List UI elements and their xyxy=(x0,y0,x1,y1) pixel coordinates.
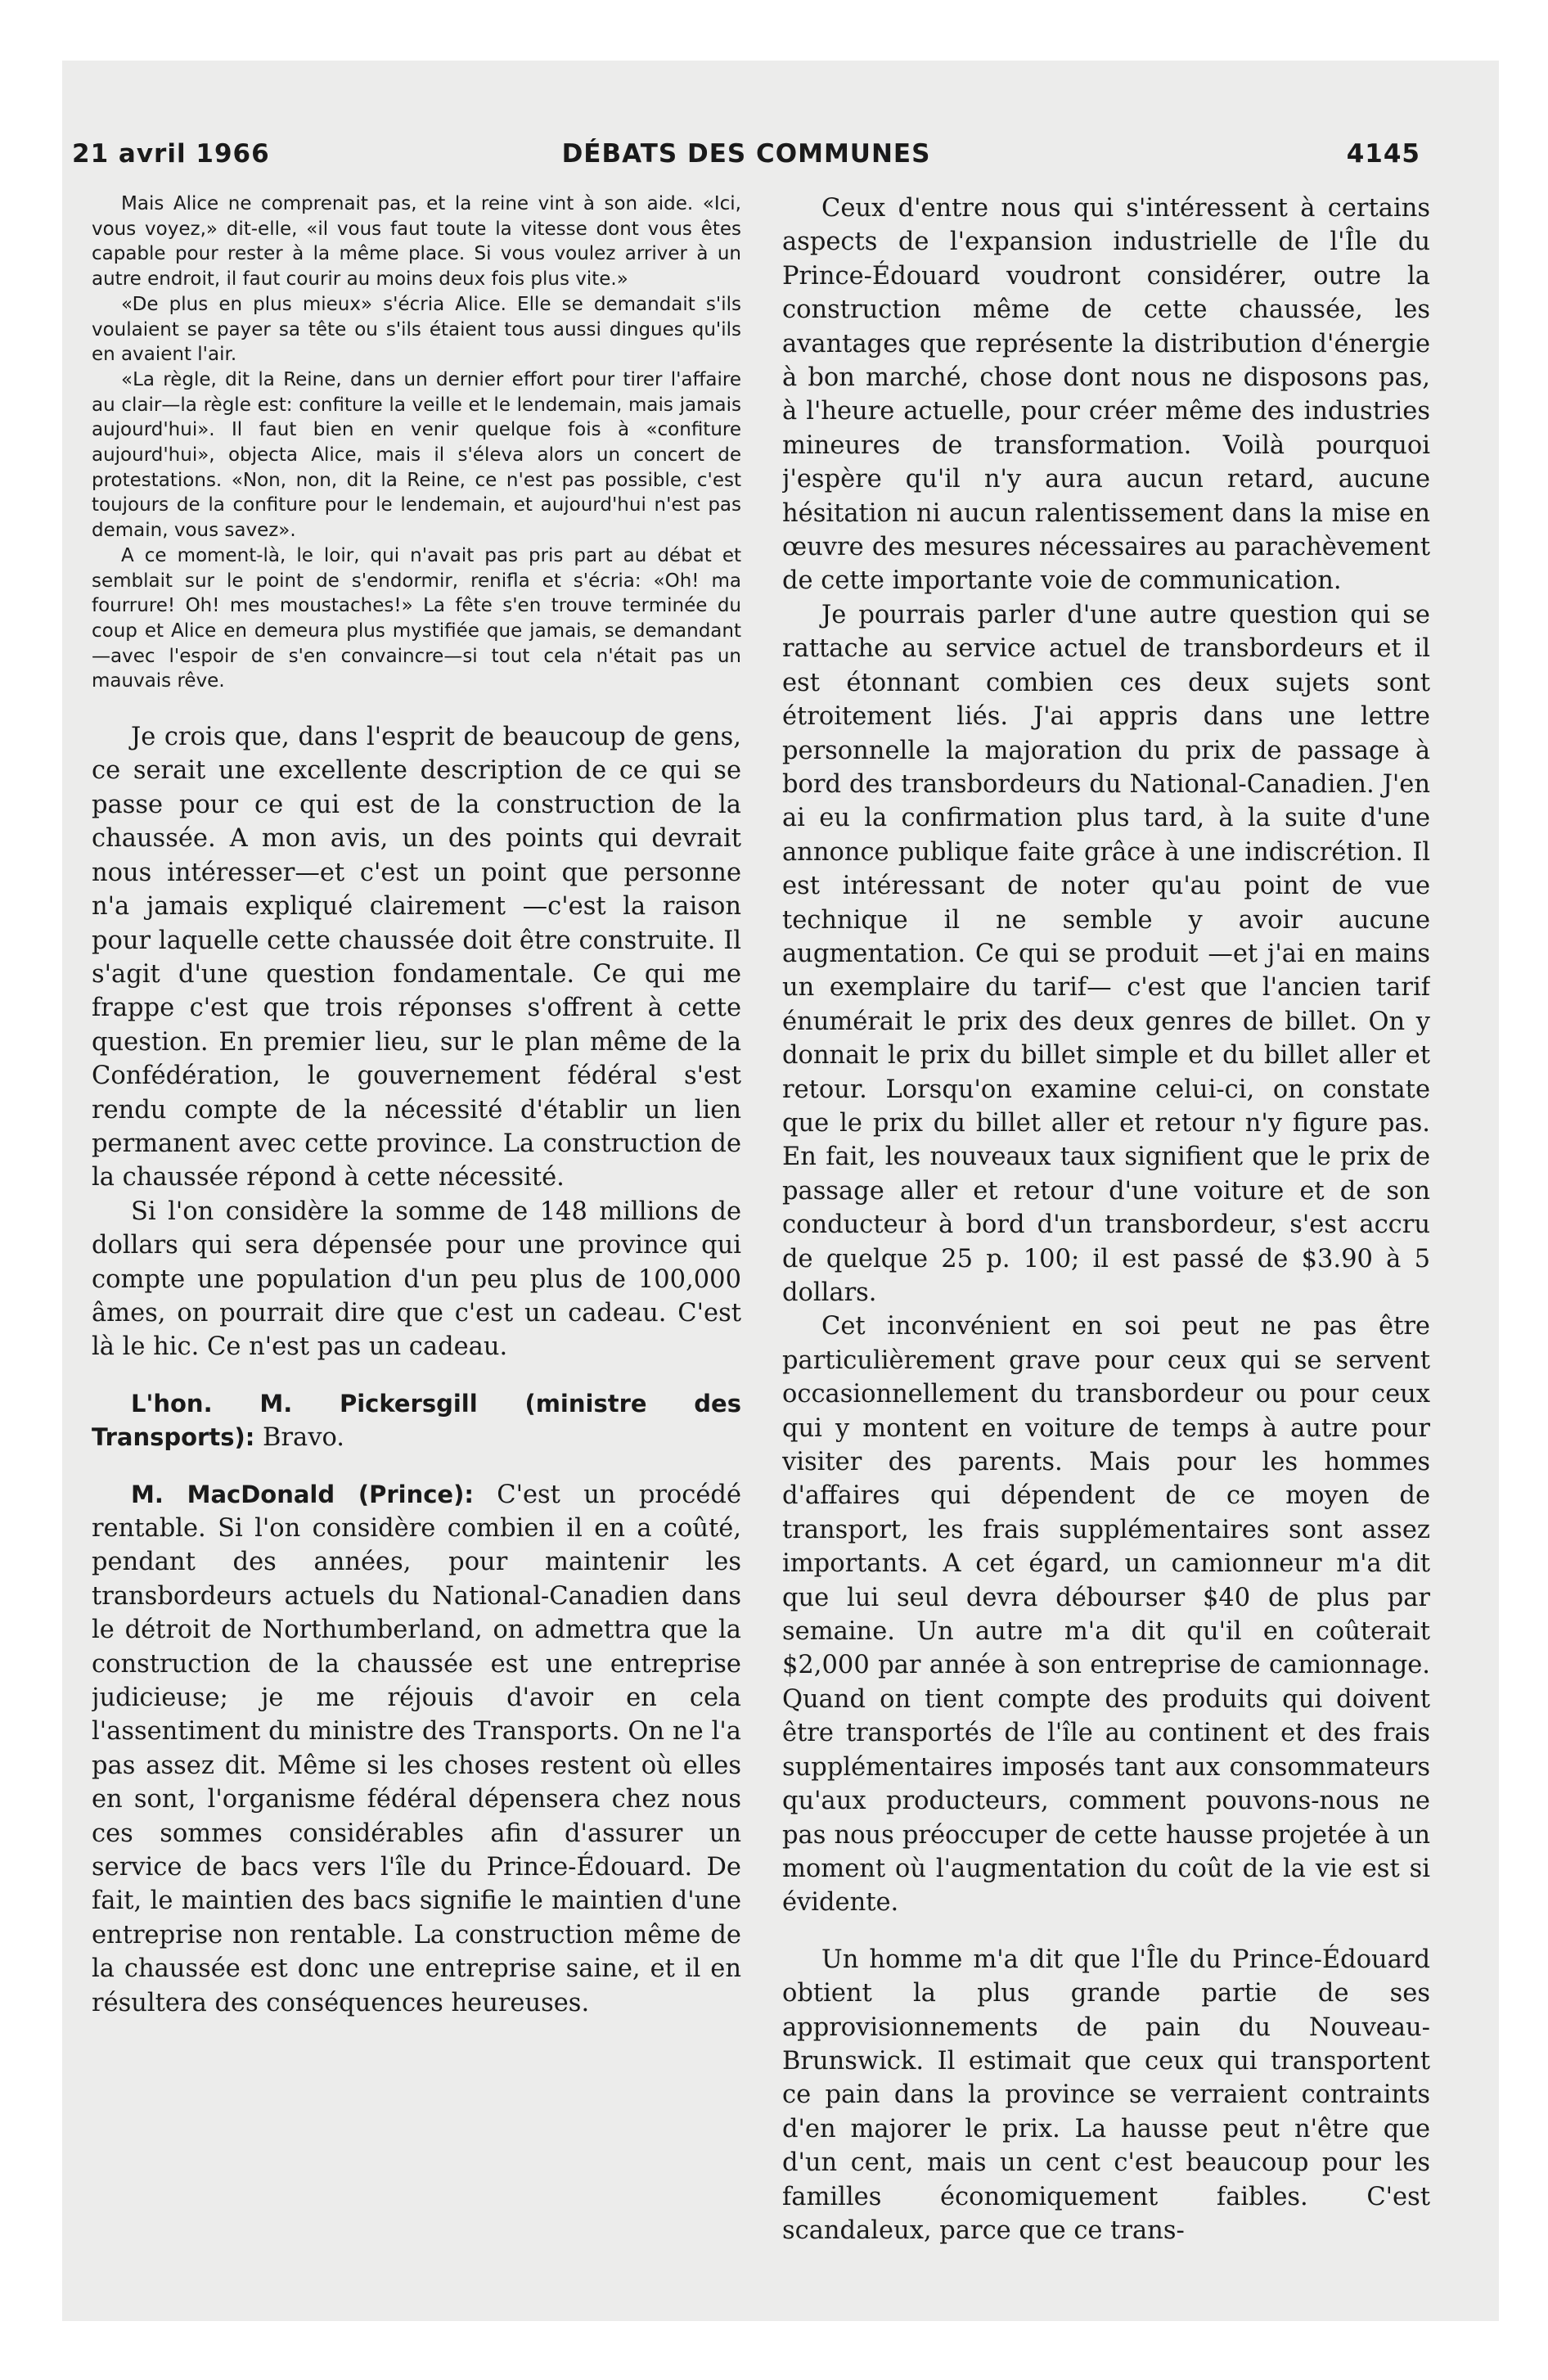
left-body xyxy=(92,720,741,2020)
speech-paragraph xyxy=(92,1478,741,2021)
paragraph: Si l'on considère la somme de 148 millions de dollars qui sera dépensée pour une province qui compte une population d'un peu plus de 100,000 âmes, on pourrait dire que c'est un cadeau. C'est là le hic. Ce n'est pas un cadeau. xyxy=(92,1197,741,1362)
speech-text: Bravo. xyxy=(263,1423,344,1453)
quote-paragraph: Mais Alice ne comprenait pas, et la reine vint à son aide. «Ici, vous voyez,» dit-elle, «il vous faut toute la vitesse dont vous êtes capable pour rester à la même place. Si vous voulez arriver à un autre endroit, il faut courir au moins deux fois plus vite.» xyxy=(92,193,741,291)
paragraph: Un homme m'a dit que l'Île du Prince-Édouard obtient la plus grande partie de ses approvisionnements de pain du Nouveau-Brunswick. Il estimait que ceux qui transportent ce pain dans la province se verraient contraints d'en majorer le prix. La hausse peut n'être que d'un cent, mais un cent c'est beaucoup pour les familles économiquement faibles. C'est scandaleux, parce que ce trans- xyxy=(782,1945,1430,2245)
header-date: 21 avril 1966 xyxy=(72,139,270,169)
speaker-name: L'hon. M. Pickersgill (ministre des Transports): xyxy=(92,1389,741,1452)
paragraph: Cet inconvénient en soi peut ne pas être particulièrement grave pour ceux qui se servent occasionnellement du transbordeur ou pour ceux qui y montent en voiture de temps à autre pour visiter des parents. Mais pour les hommes d'affaires qui dépendent de ce moyen de transport, les frais supplémentaires sont assez importants. A cet égard, un camionneur m'a dit que lui seul devra débourser $40 de plus par semaine. Un autre m'a dit qu'il en coûterait $2,000 par année à son entreprise de camionnage. Quand on tient compte des produits qui doivent être transportés de l'île au continent et des frais supplémentaires imposés tant aux consommateurs qu'aux producteurs, comment pouvons-nous ne pas nous préoccuper de cette hausse projetée à un moment où l'augmentation du coût de la vie est si évidente. xyxy=(782,1312,1430,1918)
right-body xyxy=(782,192,1430,2247)
right-column xyxy=(782,192,1430,2282)
page-number: 4145 xyxy=(1346,139,1420,169)
quote-paragraph: «De plus en plus mieux» s'écria Alice. Elle se demandait s'ils voulaient se payer sa tête ou s'ils étaient tous aussi dingues qu'ils en avaient l'air. xyxy=(92,293,741,366)
speech-paragraph xyxy=(92,1387,741,1455)
page-header xyxy=(72,139,1420,177)
paragraph: Ceux d'entre nous qui s'intéressent à certains aspects de l'expansion industrielle de l'Île du Prince-Édouard voudront considérer, outre la construction même de cette chaussée, les avantages que représente la distribution d'énergie à bon marché, chose dont nous ne disposons pas, à l'heure actuelle, pour créer même des industries mineures de transformation. Voilà pourquoi j'espère qu'il n'y aura aucun retard, aucune hésitation ni aucun ralentissement dans la mise en œuvre des mesures nécessaires au parachèvement de cette importante voie de communication. xyxy=(782,194,1430,596)
quote-paragraph: «La règle, dit la Reine, dans un dernier effort pour tirer l'affaire au clair—la règle est: confiture la veille et le lendemain, mais jamais aujourd'hui». Il faut bien en venir quelque fois à «confiture aujourd'hui», objecta Alice, mais il s'éleva alors un concert de protestations. «Non, non, dit la Reine, ce n'est pas possible, c'est toujours de la confiture pour le lendemain, et aujourd'hui n'est pas demain, vous savez». xyxy=(92,368,741,542)
speaker-name: M. MacDonald (Prince): xyxy=(131,1480,474,1508)
paragraph: Je crois que, dans l'esprit de beaucoup de gens, ce serait une excellente description de ce qui se passe pour ce qui est de la construction de la chaussée. A mon avis, un des points qui devrait nous intéresser—et c'est un point que personne n'a jamais expliqué clairement —c'est la raison pour laquelle cette chaussée doit être construite. Il s'agit d'une question fondamentale. Ce qui me frappe c'est que trois réponses s'offrent à cette question. En premier lieu, sur le plan même de la Confédération, le gouvernement fédéral s'est rendu compte de la nécessité d'établir un lien permanent avec cette province. La construction de la chaussée répond à cette nécessité. xyxy=(92,723,741,1192)
left-column xyxy=(92,192,741,2282)
speech-text: C'est un procédé rentable. Si l'on considère combien il en a coûté, pendant des années, pour maintenir les transbordeurs actuels du National-Canadien dans le détroit de Northumberland, on admettra que la construction de la chaussée est une entreprise judicieuse; je me réjouis d'avoir en cela l'assentiment du ministre des Transports. On ne l'a pas assez dit. Même si les choses restent où elles en sont, l'organisme fédéral dépensera chez nous ces sommes considérables afin d'assurer un service de bacs vers l'île du Prince-Édouard. De fait, le maintien des bacs signifie le maintien d'une entreprise non rentable. La construction même de la chaussée est donc une entreprise saine, et il en résultera des conséquences heureuses. xyxy=(92,1480,741,2017)
quote-paragraph: A ce moment-là, le loir, qui n'avait pas pris part au débat et semblait sur le point de s'endormir, renifla et s'écria: «Oh! ma fourrure! Oh! mes moustaches!» La fête s'en trouve terminée du coup et Alice en demeura plus mystifiée que jamais, se demandant—avec l'espoir de s'en convaincre—si tout cela n'était pas un mauvais rêve. xyxy=(92,544,741,692)
header-title: DÉBATS DES COMMUNES xyxy=(561,139,931,169)
paragraph: Je pourrais parler d'une autre question qui se rattache au service actuel de transbordeurs et il est étonnant combien ces deux sujets sont étroitement liés. J'ai appris dans une lettre personnelle la majoration du prix de passage à bord des transbordeurs du National-Canadien. J'en ai eu la confirmation plus tard, à la suite d'une annonce publique faite grâce à une indiscrétion. Il est intéressant de noter qu'au point de vue technique il ne semble y avoir aucune augmentation. Ce qui se produit —et j'ai en mains un exemplaire du tarif— c'est que l'ancien tarif énumérait le prix des deux genres de billet. On y donnait le prix du billet simple et du billet aller et retour. Lorsqu'on examine celui-ci, on constate que le prix du billet aller et retour n'y figure pas. En fait, les nouveaux taux signifient que le prix de passage aller et retour d'une voiture et de son conducteur à bord d'un transbordeur, s'est accru de quelque 25 p. 100; il est passé de $3.90 à 5 dollars. xyxy=(782,600,1430,1307)
quoted-passage xyxy=(92,192,741,694)
